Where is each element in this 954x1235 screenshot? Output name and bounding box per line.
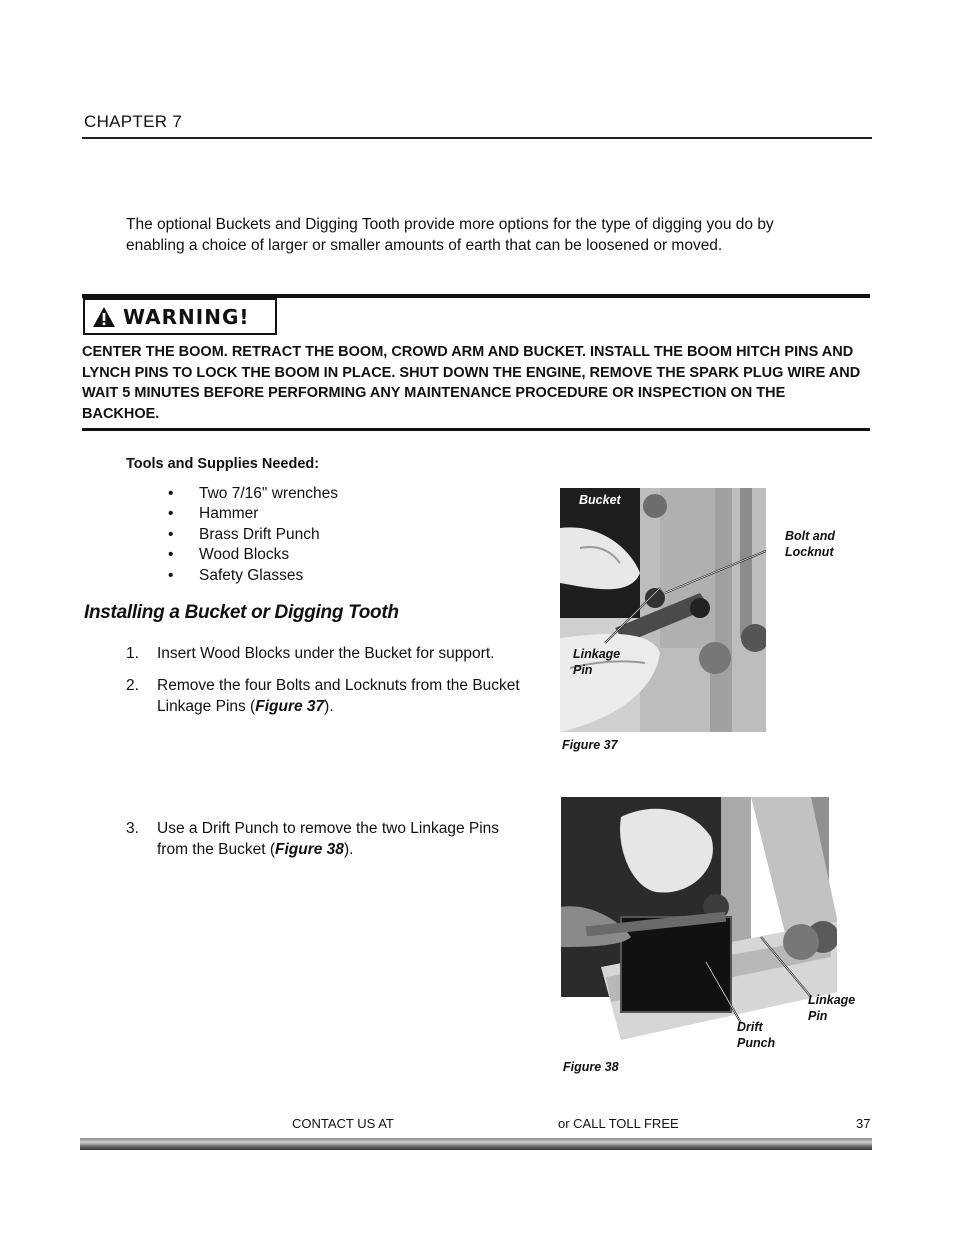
- list-item: • Brass Drift Punch: [168, 525, 338, 545]
- list-item: • Two 7/16" wrenches: [168, 484, 338, 504]
- section-title: Installing a Bucket or Digging Tooth: [84, 602, 399, 623]
- callout-drift-punch: Drift Punch: [737, 1020, 776, 1050]
- step-3: [126, 819, 526, 860]
- figure-37-caption: Figure 37: [562, 738, 618, 752]
- step-number: 1.: [126, 645, 139, 662]
- figure-38-photo: [561, 797, 837, 1040]
- callout-bucket: Bucket: [579, 493, 621, 507]
- step-2: [126, 676, 546, 717]
- warning-text: CENTER THE BOOM. RETRACT THE BOOM, CROWD ARM AND BUCKET. INSTALL THE BOOM HITCH PINS AND LYNCH PINS TO LOCK THE BOOM IN PLACE. SHUT DOWN THE ENGINE, REMOVE THE SPARK PLUG WIRE AND WAIT 5 MINUTES BEFORE PERFORMING ANY MAINTENANCE PROCEDURE OR INSPECTION ON THE BACKHOE.: [82, 344, 861, 422]
- list-item: • Safety Glasses: [168, 566, 338, 586]
- warning-label: WARNING!: [123, 304, 250, 329]
- step-text: Remove the four Bolts and Locknuts from the Bucket Linkage Pins (Figure 37).: [157, 677, 520, 715]
- step-text: Use a Drift Punch to remove the two Linkage Pins from the Bucket (Figure 38).: [157, 820, 500, 858]
- list-item: • Hammer: [168, 504, 338, 524]
- callout-bolt-and-locknut: Bolt and Locknut: [785, 529, 835, 559]
- figure-reference: Figure 38: [275, 840, 344, 858]
- intro-paragraph: The optional Buckets and Digging Tooth provide more options for the type of digging you do by enabling a choice of larger or smaller amounts of earth that can be loosened or moved.: [126, 216, 774, 254]
- figure-reference: Figure 37: [255, 697, 325, 715]
- footer-call: or CALL TOLL FREE: [558, 1116, 679, 1131]
- chapter-heading: CHAPTER 7: [84, 112, 183, 131]
- step-number: 2.: [126, 677, 139, 694]
- callout-linkage-pin: Linkage Pin: [808, 993, 856, 1023]
- warning-triangle-icon: [85, 300, 123, 333]
- list-item: • Wood Blocks: [168, 545, 338, 565]
- figure-37-photo: [560, 488, 766, 732]
- page-number: 37: [856, 1116, 871, 1131]
- step-text: Insert Wood Blocks under the Bucket for support.: [157, 645, 495, 662]
- step-number: 3.: [126, 820, 139, 837]
- warning-bottom-rule: [82, 428, 870, 431]
- callout-linkage-pin: Linkage Pin: [573, 647, 621, 677]
- tools-list: [168, 484, 338, 586]
- footer-contact: CONTACT US AT: [292, 1116, 394, 1131]
- footer-bar: [80, 1138, 872, 1150]
- warning-badge: [83, 298, 277, 335]
- tools-heading: Tools and Supplies Needed:: [126, 456, 320, 472]
- header-rule: [82, 137, 872, 139]
- step-1: [126, 644, 546, 665]
- figure-38-caption: Figure 38: [563, 1060, 619, 1074]
